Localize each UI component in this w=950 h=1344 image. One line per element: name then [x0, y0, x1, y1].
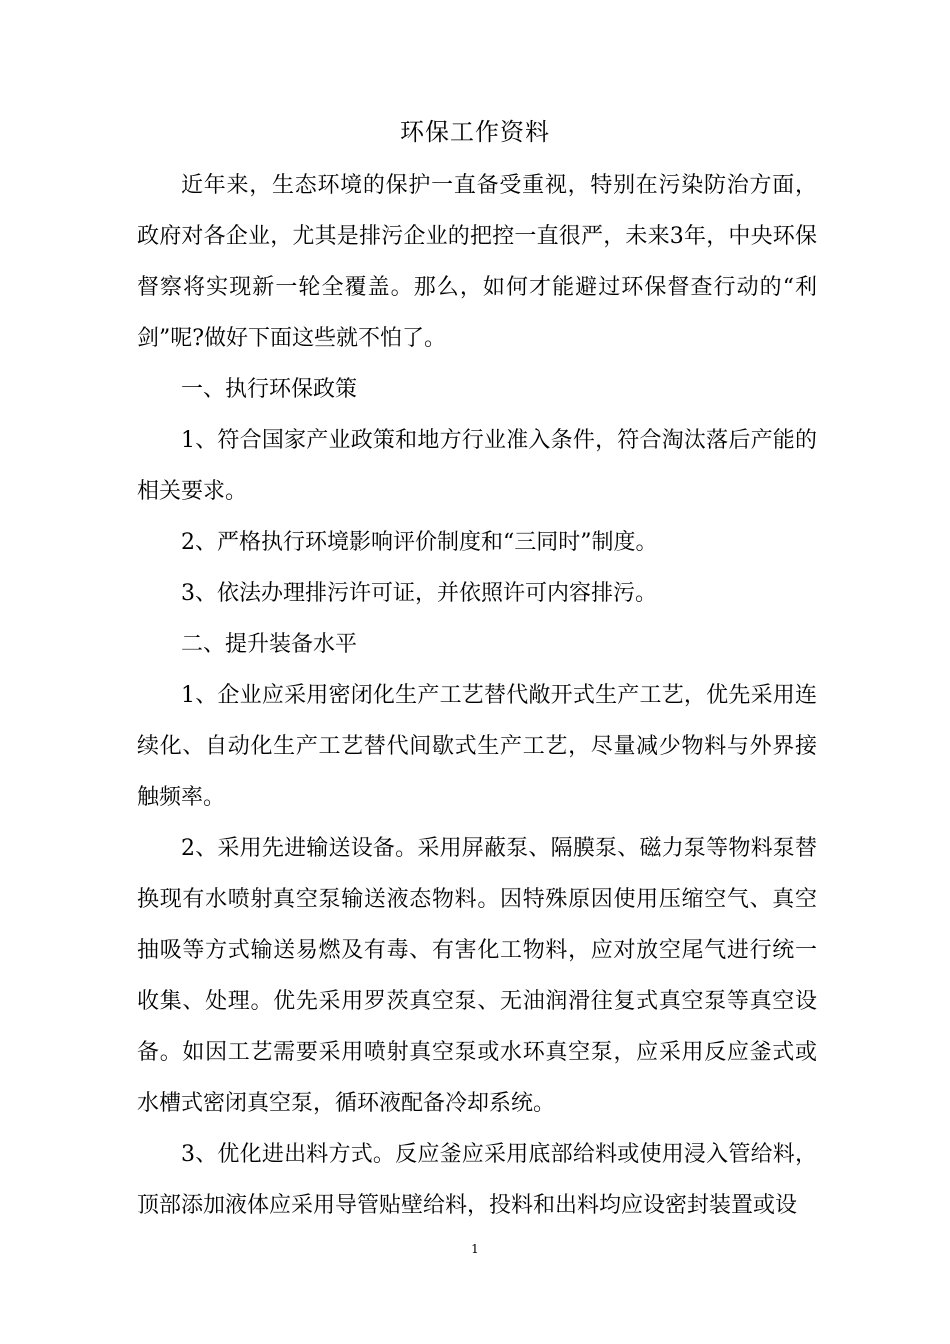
section-heading-1: 一、执行环保政策	[181, 377, 358, 402]
list-item-1-3: 3、依法办理排污许可证，并依照许可内容排污。	[181, 581, 657, 606]
list-item-1-2: 2、严格执行环境影响评价制度和“三同时”制度。	[181, 530, 658, 555]
list-item-2-2: 2、采用先进输送设备。采用屏蔽泵、隔膜泵、磁力泵等物料泵替换现有水喷射真空泵输送液态物料。因特殊原因使用压缩空气、真空抽吸等方式输送易燃及有毒、有害化工物料，应对放空尾气进行统一收集、处理。优先采用罗茨真空泵、无油润滑往复式真空泵等真空设备。如因工艺需要采用喷射真空泵或水环真空泵，应采用反应釜式或水槽式密闭真空泵，循环液配备冷却系统。	[137, 836, 817, 1116]
intro-paragraph: 近年来，生态环境的保护一直备受重视，特别在污染防治方面，政府对各企业，尤其是排污企业的把控一直很严，未来3年，中央环保督察将实现新一轮全覆盖。那么，如何才能避过环保督查行动的“利剑”呢?做好下面这些就不怕了。	[137, 173, 817, 351]
document-title: 环保工作资料	[400, 118, 550, 146]
list-item-1-1: 1、符合国家产业政策和地方行业准入条件，符合淘汰落后产能的相关要求。	[137, 428, 817, 504]
page-number: 1	[471, 1242, 479, 1256]
document-body	[137, 160, 817, 1231]
list-item-2-3: 3、优化进出料方式。反应釜应采用底部给料或使用浸入管给料，顶部添加液体应采用导管贴壁给料，投料和出料均应设密封装置或设	[137, 1142, 817, 1218]
list-item-2-1: 1、企业应采用密闭化生产工艺替代敞开式生产工艺，优先采用连续化、自动化生产工艺替代间歇式生产工艺，尽量减少物料与外界接触频率。	[137, 683, 817, 810]
section-heading-2: 二、提升装备水平	[181, 632, 358, 657]
